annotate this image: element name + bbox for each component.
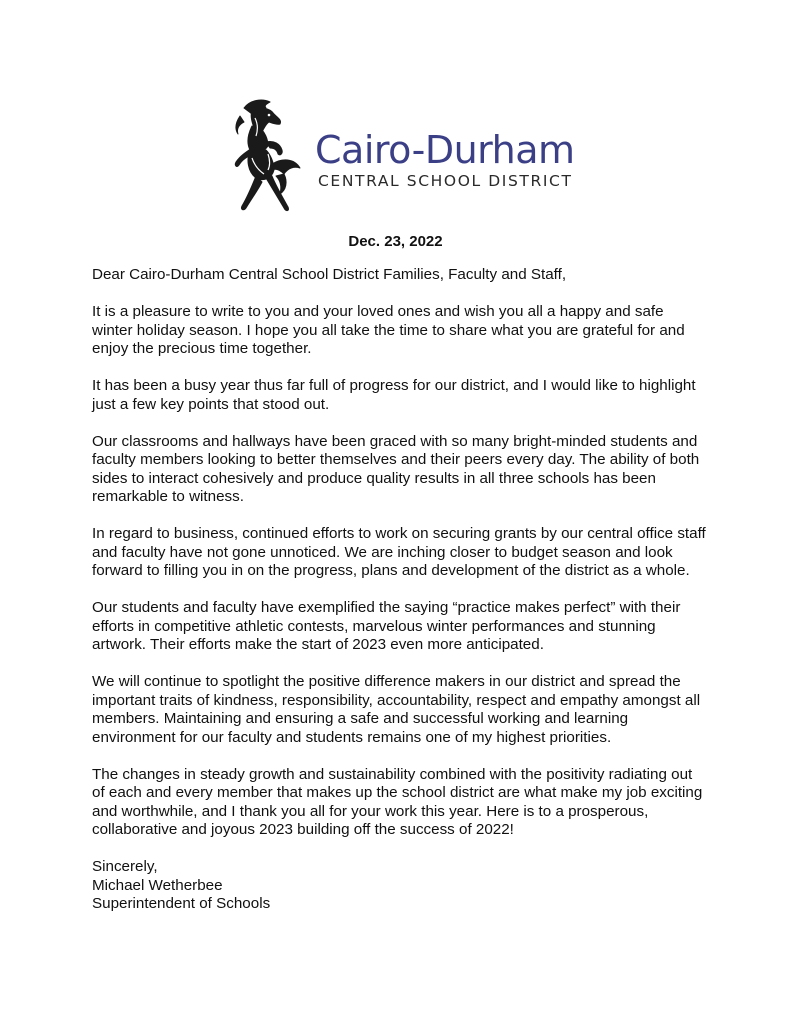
signer-name: Michael Wetherbee [92,876,223,894]
mustang-horse-icon [222,98,306,216]
paragraph: In regard to business, continued efforts to work on securing grants by our central office staff and faculty have not gone unnoticed. We are inching closer to budget season and look forward to filling you in on the progress, plans and development of the district as a whole. [92,525,706,579]
district-name: Cairo-Durham [315,128,575,172]
paragraph: We will continue to spotlight the positive difference makers in our district and spread the important traits of kindness, responsibility, accountability, respect and empathy amongst all members. Maintaining and ensuring a safe and successful working and learning environment for our faculty and students remains one of my highest priorities. [92,673,701,746]
salutation: Dear Cairo-Durham Central School District Families, Faculty and Staff, [92,266,567,283]
paragraph: It has been a busy year thus far full of progress for our district, and I would like to highlight just a few key points that stood out. [92,377,696,413]
signoff [92,858,706,914]
letter-date: Dec. 23, 2022 [348,233,443,250]
paragraph: It is a pleasure to write to you and your loved ones and wish you all a happy and safe winter holiday season. I hope you all take the time to share what you are grateful for and enjoy the precious time together. [92,303,685,357]
paragraph: Our students and faculty have exemplified the saying “practice makes perfect” with their efforts in competitive athletic contests, marvelous winter performances and stunning artwork. Their efforts make the start of 2023 even more anticipated. [92,599,681,653]
district-subtitle: CENTRAL SCHOOL DISTRICT [318,172,573,190]
letter-body [92,266,706,914]
letterhead [222,98,575,216]
signer-title: Superintendent of Schools [92,895,271,912]
closing: Sincerely, [92,858,158,875]
paragraph: The changes in steady growth and sustainability combined with the positivity radiating out of each and every member that makes up the school district are what make my job exciting and worthwhile, and I thank you all for your work this year. Here is to a prosperous, collaborative and joyous 2023 building off the success of 2022! [92,765,703,838]
paragraph: Our classrooms and hallways have been graced with so many bright-minded students and faculty members looking to better themselves and their peers every day. The ability of both sides to interact cohesively and produce quality results in all three schools has been remarkable to witness. [92,432,700,505]
